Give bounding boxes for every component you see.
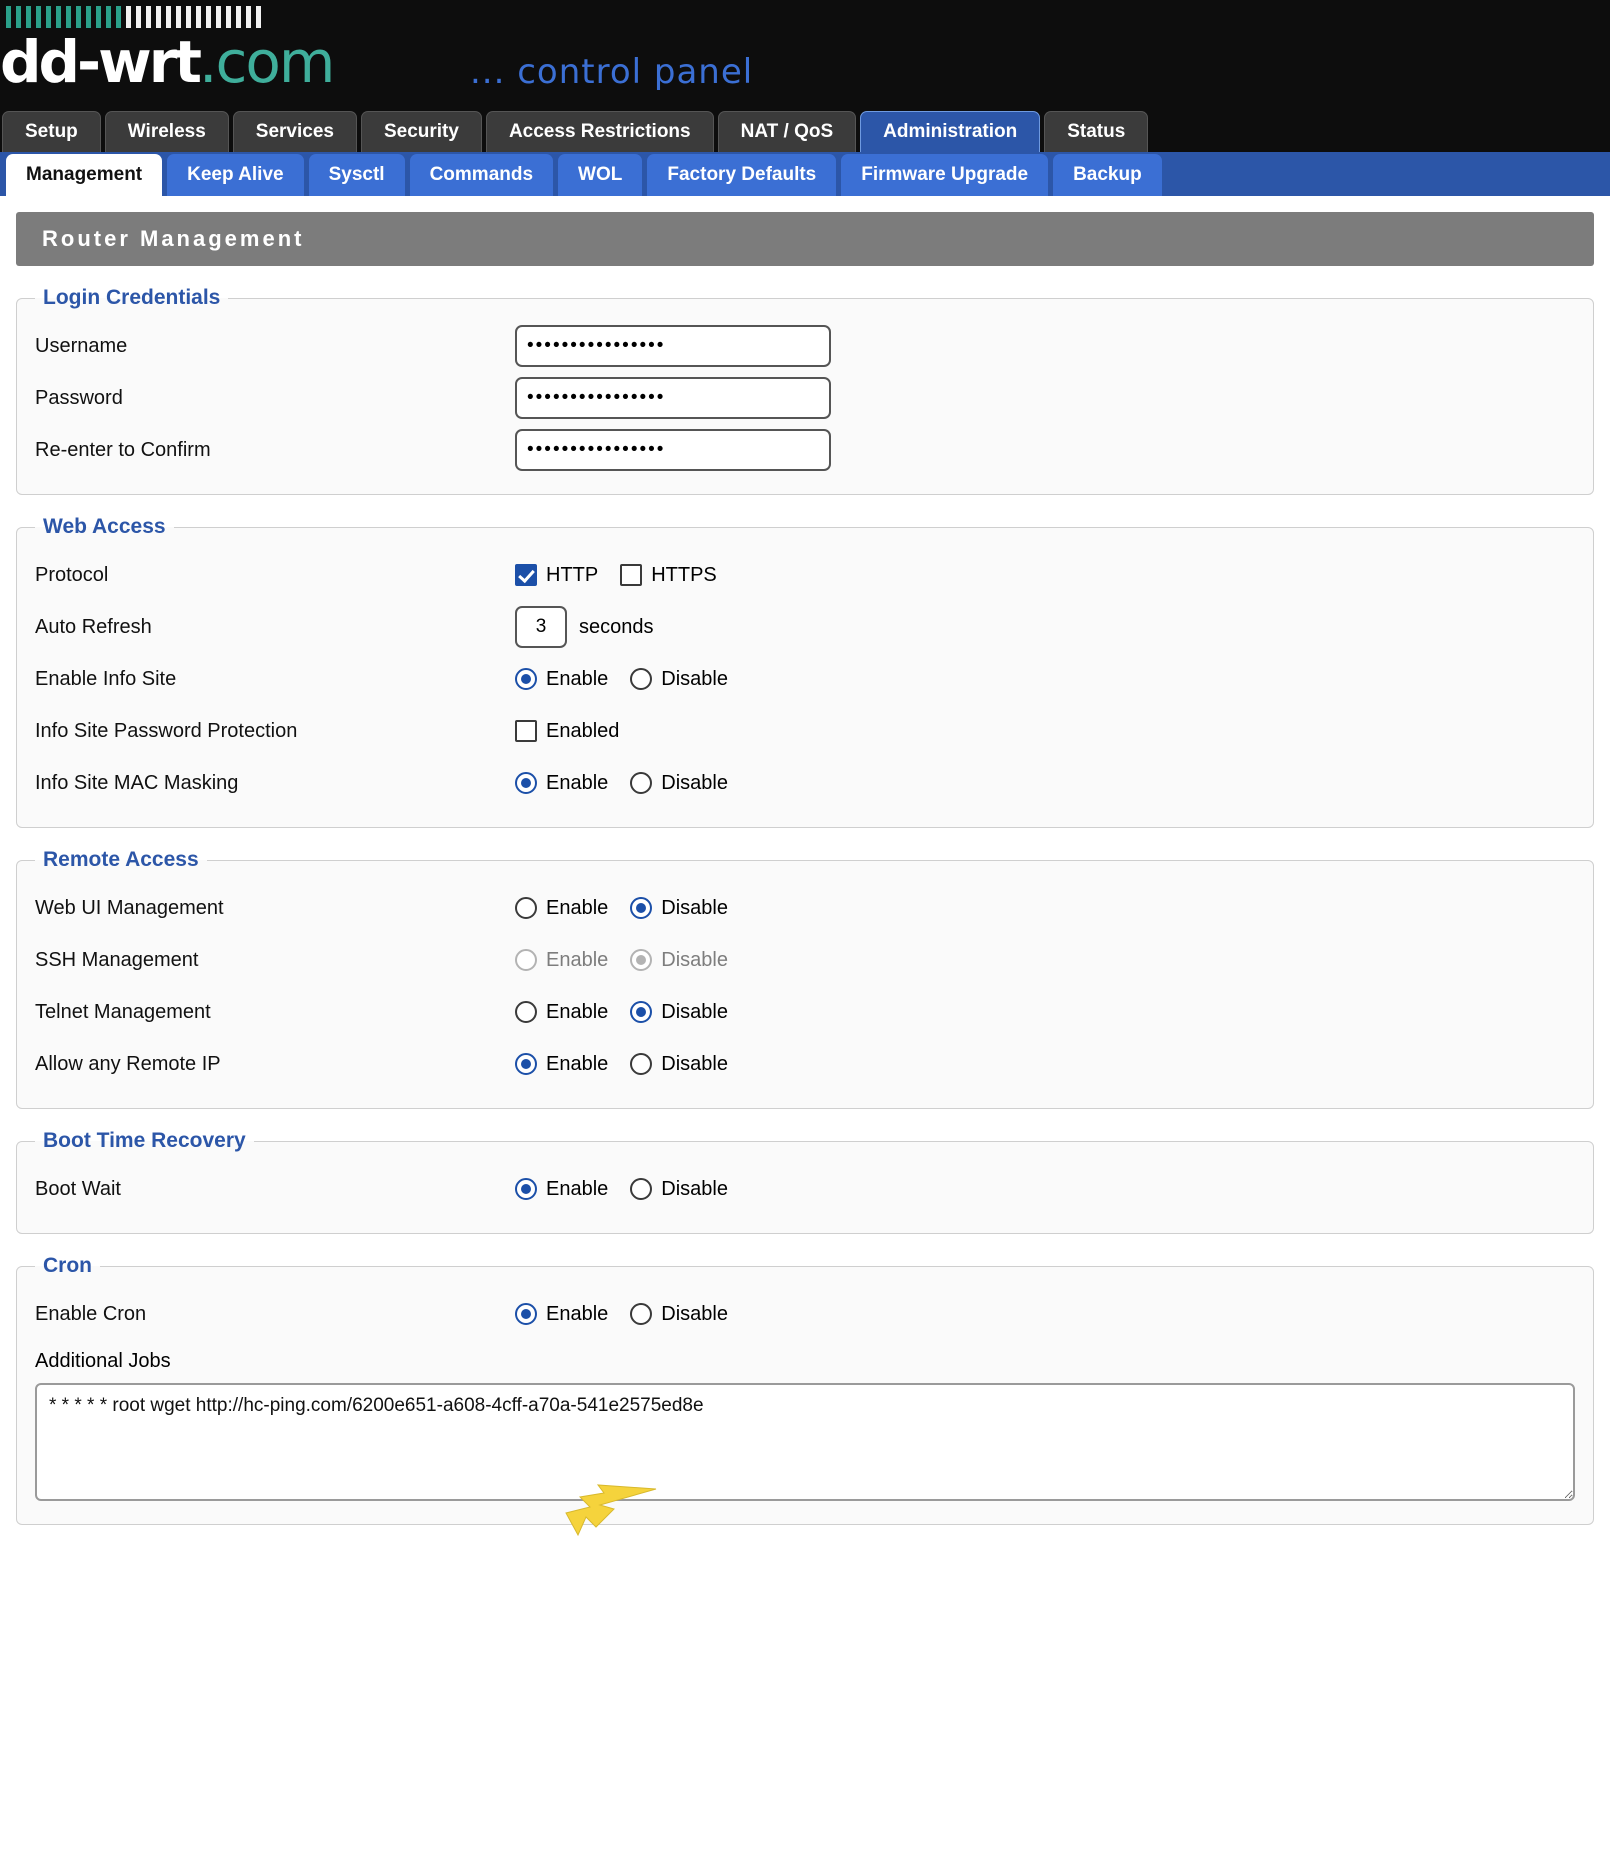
radio-icon <box>630 1303 652 1325</box>
radio-icon <box>515 949 537 971</box>
web-access-legend: Web Access <box>43 515 166 538</box>
main-navigation <box>0 110 1610 152</box>
radio-icon <box>515 897 537 919</box>
row-ssh-management <box>35 934 1575 986</box>
login-credentials-legend: Login Credentials <box>43 286 221 309</box>
remote-ip-enable-label: Enable <box>546 1052 609 1075</box>
row-protocol <box>35 549 1575 601</box>
info-site-enable-radio[interactable] <box>515 668 608 691</box>
allow-any-remote-ip-label: Allow any Remote IP <box>35 1052 221 1075</box>
ssh-enable-radio[interactable] <box>515 949 608 972</box>
tab-wol[interactable]: WOL <box>558 154 642 196</box>
tab-factory-defaults[interactable]: Factory Defaults <box>647 154 836 196</box>
auto-refresh-input[interactable] <box>515 606 567 648</box>
radio-icon <box>515 1001 537 1023</box>
tab-sysctl[interactable]: Sysctl <box>309 154 405 196</box>
telnet-disable-radio[interactable] <box>630 1001 728 1024</box>
section-cron <box>16 1254 1594 1525</box>
tab-backup[interactable]: Backup <box>1053 154 1162 196</box>
row-telnet-management <box>35 986 1575 1038</box>
checkbox-icon <box>620 564 642 586</box>
ssh-enable-label: Enable <box>546 948 609 971</box>
logo-suffix: .com <box>199 28 334 96</box>
cron-legend: Cron <box>43 1254 92 1277</box>
nav-administration[interactable]: Administration <box>860 111 1040 152</box>
enable-info-site-label: Enable Info Site <box>35 667 177 690</box>
nav-wireless[interactable]: Wireless <box>105 111 229 152</box>
additional-jobs-textarea[interactable] <box>35 1383 1575 1501</box>
row-info-site-mac-masking <box>35 757 1575 809</box>
cron-enable-radio[interactable] <box>515 1303 608 1326</box>
web-ui-disable-radio[interactable] <box>630 897 728 920</box>
dd-wrt-logo <box>0 28 333 96</box>
cron-disable-label: Disable <box>661 1302 728 1325</box>
nav-setup[interactable]: Setup <box>2 111 101 152</box>
info-site-password-protection-label: Info Site Password Protection <box>35 719 298 742</box>
password-input[interactable] <box>515 377 831 419</box>
row-auto-refresh <box>35 601 1575 653</box>
confirm-password-label: Re-enter to Confirm <box>35 438 211 461</box>
telnet-enable-label: Enable <box>546 1000 609 1023</box>
page-content <box>0 196 1610 1525</box>
boot-wait-disable-radio[interactable] <box>630 1178 728 1201</box>
boot-wait-disable-label: Disable <box>661 1177 728 1200</box>
tab-keep-alive[interactable]: Keep Alive <box>167 154 303 196</box>
boot-wait-enable-radio[interactable] <box>515 1178 608 1201</box>
row-allow-any-remote-ip <box>35 1038 1575 1090</box>
radio-icon <box>515 772 537 794</box>
tick-decoration <box>6 6 261 28</box>
nav-services[interactable]: Services <box>233 111 357 152</box>
mac-masking-disable-radio[interactable] <box>630 772 728 795</box>
username-label: Username <box>35 334 128 357</box>
radio-icon <box>630 949 652 971</box>
telnet-enable-radio[interactable] <box>515 1001 608 1024</box>
nav-nat-qos[interactable]: NAT / QoS <box>718 111 857 152</box>
telnet-management-label: Telnet Management <box>35 1000 211 1023</box>
nav-status[interactable]: Status <box>1044 111 1148 152</box>
protocol-label: Protocol <box>35 563 109 586</box>
radio-icon <box>630 897 652 919</box>
web-ui-disable-label: Disable <box>661 896 728 919</box>
ssh-management-label: SSH Management <box>35 948 199 971</box>
additional-jobs-label: Additional Jobs <box>35 1350 171 1372</box>
ssh-disable-label: Disable <box>661 948 728 971</box>
remote-ip-enable-radio[interactable] <box>515 1053 608 1076</box>
confirm-password-input[interactable] <box>515 429 831 471</box>
info-site-enable-label: Enable <box>546 667 609 690</box>
info-site-mac-masking-label: Info Site MAC Masking <box>35 771 239 794</box>
checkbox-icon <box>515 720 537 742</box>
auto-refresh-unit: seconds <box>579 615 654 638</box>
row-username <box>35 320 1575 372</box>
web-ui-enable-radio[interactable] <box>515 897 608 920</box>
section-boot-time-recovery <box>16 1129 1594 1234</box>
checkbox-icon <box>515 564 537 586</box>
sub-navigation <box>0 152 1610 196</box>
boot-wait-enable-label: Enable <box>546 1177 609 1200</box>
protocol-http-checkbox[interactable] <box>515 564 598 587</box>
ssh-disable-radio[interactable] <box>630 949 728 972</box>
mac-masking-enable-radio[interactable] <box>515 772 608 795</box>
radio-icon <box>630 668 652 690</box>
boot-wait-label: Boot Wait <box>35 1177 121 1200</box>
web-ui-enable-label: Enable <box>546 896 609 919</box>
section-remote-access <box>16 848 1594 1109</box>
web-ui-management-label: Web UI Management <box>35 896 224 919</box>
radio-icon <box>515 1053 537 1075</box>
username-input[interactable] <box>515 325 831 367</box>
radio-icon <box>630 1178 652 1200</box>
tab-commands[interactable]: Commands <box>410 154 553 196</box>
row-password <box>35 372 1575 424</box>
section-web-access <box>16 515 1594 828</box>
protocol-http-label: HTTP <box>546 563 599 586</box>
mac-masking-disable-label: Disable <box>661 771 728 794</box>
tab-management[interactable]: Management <box>6 154 162 196</box>
telnet-disable-label: Disable <box>661 1000 728 1023</box>
info-site-disable-label: Disable <box>661 667 728 690</box>
auto-refresh-label: Auto Refresh <box>35 615 152 638</box>
cron-enable-label: Enable <box>546 1302 609 1325</box>
site-header <box>0 0 1610 110</box>
info-site-password-protection-enabled-label: Enabled <box>546 719 620 742</box>
remote-ip-disable-radio[interactable] <box>630 1053 728 1076</box>
section-login-credentials <box>16 286 1594 495</box>
info-site-disable-radio[interactable] <box>630 668 728 691</box>
radio-icon <box>630 772 652 794</box>
radio-icon <box>515 1178 537 1200</box>
page-title: Router Management <box>16 212 1594 266</box>
row-confirm-password <box>35 424 1575 476</box>
cron-disable-radio[interactable] <box>630 1303 728 1326</box>
enable-cron-label: Enable Cron <box>35 1302 147 1325</box>
row-info-site-password-protection <box>35 705 1575 757</box>
row-enable-cron <box>35 1288 1575 1340</box>
logo-text: dd-wrt <box>0 28 200 96</box>
radio-icon <box>630 1001 652 1023</box>
radio-icon <box>515 1303 537 1325</box>
remote-ip-disable-label: Disable <box>661 1052 728 1075</box>
tab-firmware-upgrade[interactable]: Firmware Upgrade <box>841 154 1048 196</box>
boot-time-recovery-legend: Boot Time Recovery <box>43 1129 246 1152</box>
radio-icon <box>515 668 537 690</box>
nav-access-restrictions[interactable]: Access Restrictions <box>486 111 714 152</box>
protocol-https-label: HTTPS <box>651 563 717 586</box>
nav-security[interactable]: Security <box>361 111 482 152</box>
control-panel-tagline: ... control panel <box>470 52 754 92</box>
info-site-password-protection-checkbox[interactable] <box>515 720 619 743</box>
row-boot-wait <box>35 1163 1575 1215</box>
protocol-https-checkbox[interactable] <box>620 564 717 587</box>
password-label: Password <box>35 386 123 409</box>
radio-icon <box>630 1053 652 1075</box>
row-web-ui-management <box>35 882 1575 934</box>
row-enable-info-site <box>35 653 1575 705</box>
remote-access-legend: Remote Access <box>43 848 199 871</box>
mac-masking-enable-label: Enable <box>546 771 609 794</box>
